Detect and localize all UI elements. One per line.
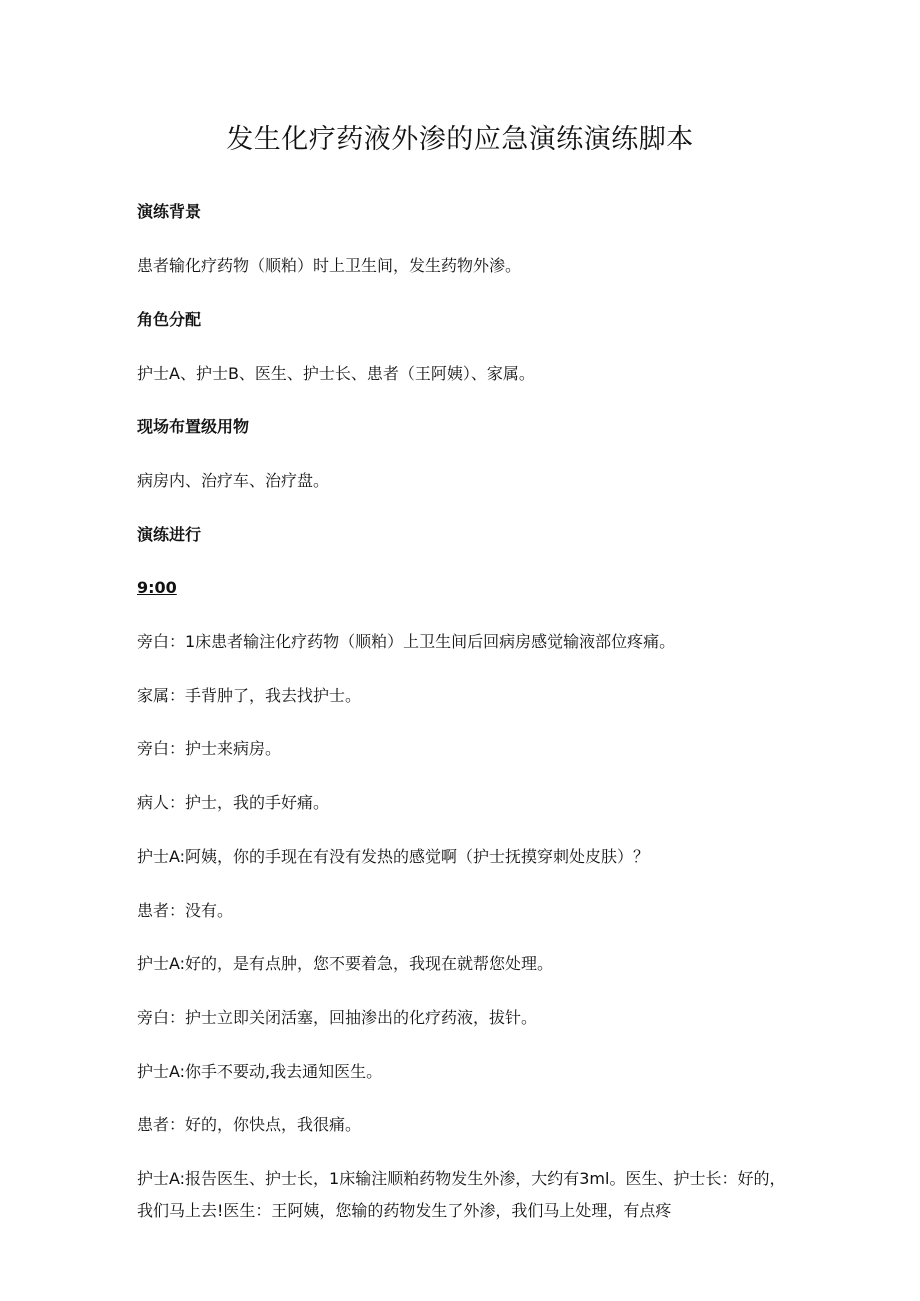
dialogue-line: 旁白：护士立即关闭活塞，回抽渗出的化疗药液，拔针。	[137, 1008, 538, 1027]
dialogue-line: 患者：好的，你快点，我很痛。	[137, 1115, 362, 1134]
section-heading-background: 演练背景	[137, 202, 202, 221]
dialogue-line: 护士A:报告医生、护士长，1床输注顺粕药物发生外渗，大约有3ml。医生、护士长：好的，我们马上去!医生：王阿姨，您输的药物发生了外渗，我们马上处理，有点疼	[137, 1169, 786, 1220]
time-marker: 9:00	[137, 578, 177, 597]
dialogue-line: 患者：没有。	[137, 901, 234, 920]
section-heading-setup: 现场布置级用物	[137, 417, 250, 436]
dialogue-line: 护士A:你手不要动,我去通知医生。	[137, 1062, 383, 1081]
dialogue-line: 旁白：1床患者输注化疗药物（顺粕）上卫生间后回病房感觉输液部位疼痛。	[137, 632, 676, 651]
dialogue-line: 护士A:好的，是有点肿，您不要着急，我现在就帮您处理。	[137, 954, 554, 973]
dialogue-line: 病人：护士，我的手好痛。	[137, 793, 330, 812]
section-heading-drill: 演练进行	[137, 525, 202, 544]
section-text-setup: 病房内、治疗车、治疗盘。	[137, 471, 330, 490]
document-title: 发生化疗药液外渗的应急演练演练脚本	[226, 124, 694, 155]
section-text-roles: 护士A、护士B、医生、护士长、患者（王阿姨）、家属。	[137, 364, 535, 383]
section-text-background: 患者输化疗药物（顺粕）时上卫生间，发生药物外渗。	[137, 256, 522, 275]
dialogue-line: 护士A:阿姨，你的手现在有没有发热的感觉啊（护士抚摸穿刺处皮肤）？	[137, 847, 650, 866]
dialogue-line: 家属：手背肿了，我去找护士。	[137, 686, 362, 705]
section-heading-roles: 角色分配	[137, 310, 202, 329]
dialogue-line: 旁白：护士来病房。	[137, 739, 282, 758]
